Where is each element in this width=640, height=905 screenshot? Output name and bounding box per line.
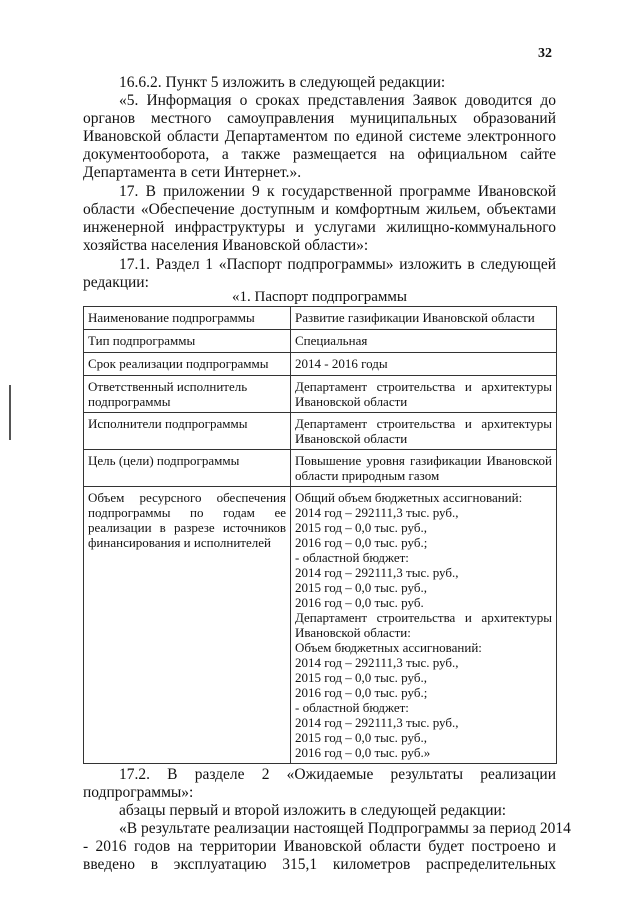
paragraph-line: подпрограммы»:: [83, 784, 194, 801]
paragraph-line: «В результате реализации настоящей Подпрограммы за период 2014: [119, 820, 571, 837]
table-row: [84, 487, 557, 764]
table-title: «1. Паспорт подпрограммы: [232, 289, 407, 305]
row-value: Департамент строительства и архитектуры Ивановской области: [291, 413, 557, 450]
row-value: Общий объем бюджетных ассигнований: 2014 год – 292111,3 тыс. руб., 2015 год – 0,0 тыс. руб., 2016 год – 0,0 тыс. руб.; - областной бюджет: 2014 год – 292111,3 тыс. руб., 2015 год – 0,0 тыс. руб., 2016 год – 0,0 тыс. руб. Департамент строительства и архитектуры Ивановской области: Объем бюджетных ассигнований: 2014 год – 292111,3 тыс. руб., 2015 год – 0,0 тыс. руб., 2016 год – 0,0 тыс. руб.; - областной бюджет: 2014 год – 292111,3 тыс. руб., 2015 год – 0,0 тыс. руб., 2016 год – 0,0 тыс. руб.»: [291, 487, 557, 764]
row-value: Развитие газификации Ивановской области: [291, 307, 557, 330]
table-row: [84, 450, 557, 487]
paragraph-line: хозяйства населения Ивановской области»:: [83, 237, 369, 254]
table-row: [84, 353, 557, 376]
paragraph-line: введено в эксплуатацию 315,1 километров распределительных: [83, 856, 556, 873]
paragraph-line: 17.2. В разделе 2 «Ожидаемые результаты реализации: [119, 766, 556, 783]
row-label: Исполнители подпрограммы: [84, 413, 291, 450]
passport-table: [83, 306, 557, 764]
row-label: Срок реализации подпрограммы: [84, 353, 291, 376]
table-row: [84, 413, 557, 450]
table-row: [84, 330, 557, 353]
table-section: [83, 288, 571, 874]
paragraph-line: Ивановской области Департаментом по единой системе электронного: [83, 128, 556, 145]
table-row: [84, 376, 557, 413]
paragraph-line: - 2016 годов на территории Ивановской области будет построено и: [83, 838, 556, 855]
paragraph-line: 16.6.2. Пункт 5 изложить в следующей редакции:: [119, 74, 446, 91]
paragraph-line: Департамента в сети Интернет.».: [83, 164, 302, 181]
paragraph-line: инженерной инфраструктуры и услугами жилищно-коммунального: [83, 219, 556, 236]
paragraph-line: области «Обеспечение доступным и комфортным жильем, объектами: [83, 201, 556, 218]
paragraph-line: органов местного самоуправления муниципальных образований: [83, 110, 556, 127]
scan-margin-mark: [9, 385, 11, 440]
page-number: 32: [538, 46, 552, 61]
row-value: Повышение уровня газификации Ивановской области природным газом: [291, 450, 557, 487]
bottom-paragraphs: [83, 766, 571, 874]
row-label: Цель (цели) подпрограммы: [84, 450, 291, 487]
table-row: [84, 307, 557, 330]
paragraph-line: абзацы первый и второй изложить в следующей редакции:: [119, 802, 507, 819]
row-value: 2014 - 2016 годы: [291, 353, 557, 376]
paragraph-line: редакции:: [83, 274, 149, 291]
paragraph-line: «5. Информация о сроках представления Заявок доводится до: [119, 92, 556, 109]
paragraph-line: 17.1. Раздел 1 «Паспорт подпрограммы» изложить в следующей: [119, 256, 556, 273]
paragraph-line: документооборота, а также размещается на официальном сайте: [83, 146, 556, 163]
row-value: Специальная: [291, 330, 557, 353]
paragraph-line: 17. В приложении 9 к государственной программе Ивановской: [119, 183, 556, 200]
row-label: Тип подпрограммы: [84, 330, 291, 353]
row-value: Департамент строительства и архитектуры Ивановской области: [291, 376, 557, 413]
row-label: Объем ресурсного обеспечения подпрограммы по годам ее реализации в разрезе источников финансирования и исполнителей: [84, 487, 291, 764]
row-label: Наименование подпрограммы: [84, 307, 291, 330]
row-label: Ответственный исполнитель подпрограммы: [84, 376, 291, 413]
